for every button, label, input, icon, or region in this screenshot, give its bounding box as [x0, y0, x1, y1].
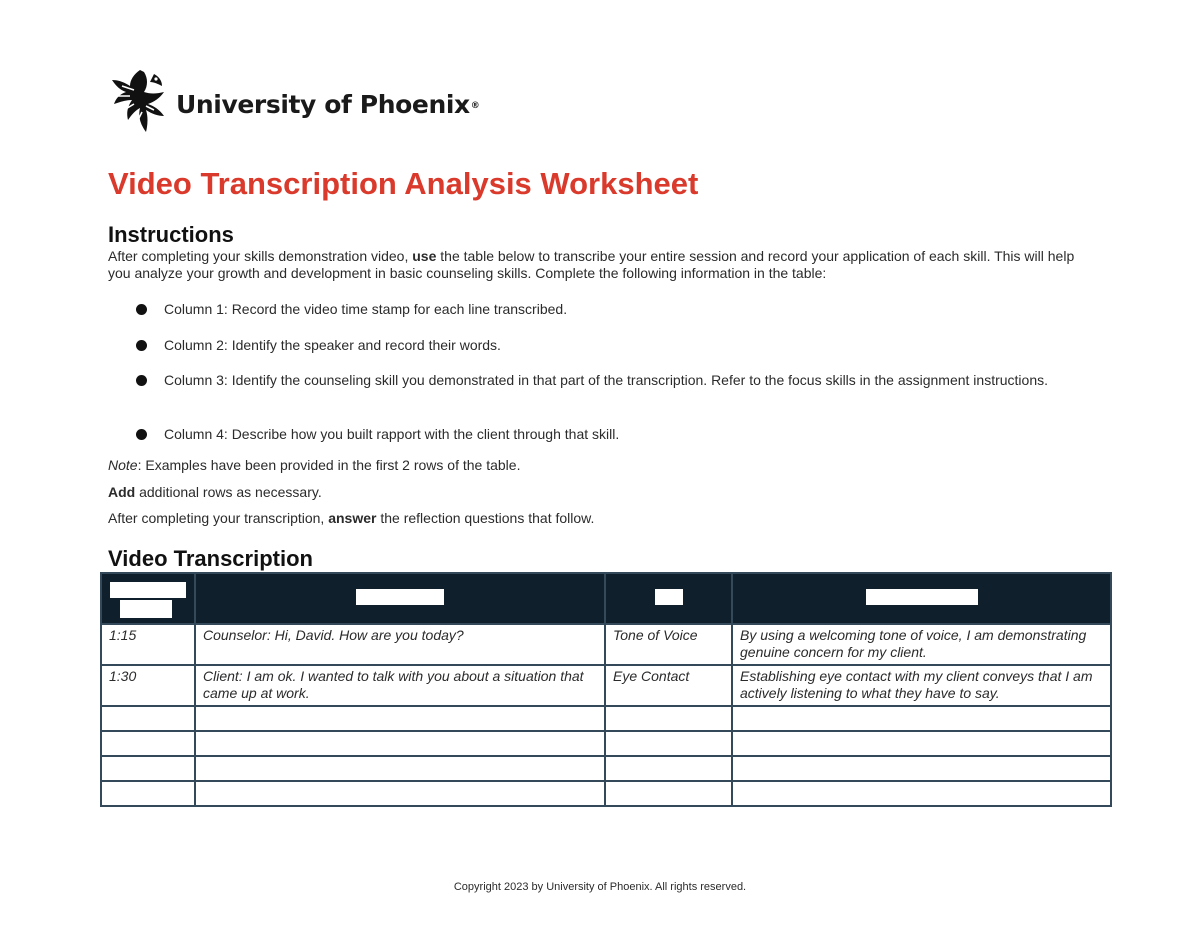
redacted-label: [110, 582, 186, 598]
skill-cell[interactable]: [605, 781, 732, 806]
skill-cell[interactable]: Eye Contact: [605, 665, 732, 706]
rapport-cell[interactable]: [732, 731, 1111, 756]
table-row: [101, 624, 1111, 665]
bullet-dot-icon: [136, 429, 147, 440]
time-cell[interactable]: 1:15: [101, 624, 195, 665]
note-line: Note: Examples have been provided in the first 2 rows of the table.: [108, 457, 521, 473]
speaker-cell[interactable]: [195, 756, 605, 781]
bullet-dot-icon: [136, 340, 147, 351]
header-speaker: [195, 573, 605, 624]
speaker-cell[interactable]: [195, 706, 605, 731]
speaker-cell[interactable]: Client: I am ok. I wanted to talk with you about a situation that came up at work.: [195, 665, 605, 706]
university-logo: [110, 64, 479, 138]
time-cell[interactable]: [101, 706, 195, 731]
header-skill: [605, 573, 732, 624]
transcription-table: [100, 572, 1112, 807]
time-cell[interactable]: [101, 781, 195, 806]
rapport-cell[interactable]: [732, 706, 1111, 731]
time-cell[interactable]: [101, 731, 195, 756]
copyright-footer: Copyright 2023 by University of Phoenix. All rights reserved.: [453, 881, 747, 893]
table-header-row: [101, 573, 1111, 624]
instructions-intro: After completing your skills demonstration video, use the table below to transcribe your entire session and record your application of each skill. This will help you analyze your growth and development in basic counseling skills. Complete the following information in the table:: [108, 248, 1075, 281]
phoenix-icon: [110, 64, 170, 138]
speaker-cell[interactable]: [195, 731, 605, 756]
skill-cell[interactable]: [605, 756, 732, 781]
add-rows-line: Add additional rows as necessary.: [108, 484, 322, 500]
redacted-label: [655, 589, 683, 605]
rapport-cell[interactable]: Establishing eye contact with my client conveys that I am actively listening to what they have to say.: [732, 665, 1111, 706]
redacted-label: [120, 600, 172, 618]
skill-cell[interactable]: [605, 731, 732, 756]
speaker-cell[interactable]: Counselor: Hi, David. How are you today?: [195, 624, 605, 665]
header-time-stamp: [101, 573, 195, 624]
skill-cell[interactable]: [605, 706, 732, 731]
table-row-empty: [101, 706, 1111, 731]
page-title: Video Transcription Analysis Worksheet: [108, 166, 699, 201]
instructions-heading: Instructions: [108, 222, 234, 247]
logo-wordmark: University of Phoenix®: [176, 89, 480, 119]
table-row-empty: [101, 731, 1111, 756]
rapport-cell[interactable]: [732, 756, 1111, 781]
bullet-dot-icon: [136, 375, 147, 386]
rapport-cell[interactable]: [732, 781, 1111, 806]
redacted-label: [356, 589, 444, 605]
table-row-empty: [101, 756, 1111, 781]
skill-cell[interactable]: Tone of Voice: [605, 624, 732, 665]
header-rapport: [732, 573, 1111, 624]
rapport-cell[interactable]: By using a welcoming tone of voice, I am demonstrating genuine concern for my client.: [732, 624, 1111, 665]
bullet-dot-icon: [136, 304, 147, 315]
after-line: After completing your transcription, answer the reflection questions that follow.: [108, 510, 595, 526]
time-cell[interactable]: [101, 756, 195, 781]
table-row-empty: [101, 781, 1111, 806]
speaker-cell[interactable]: [195, 781, 605, 806]
time-cell[interactable]: 1:30: [101, 665, 195, 706]
video-transcription-heading: Video Transcription: [108, 546, 313, 571]
table-row: [101, 665, 1111, 706]
redacted-label: [866, 589, 978, 605]
